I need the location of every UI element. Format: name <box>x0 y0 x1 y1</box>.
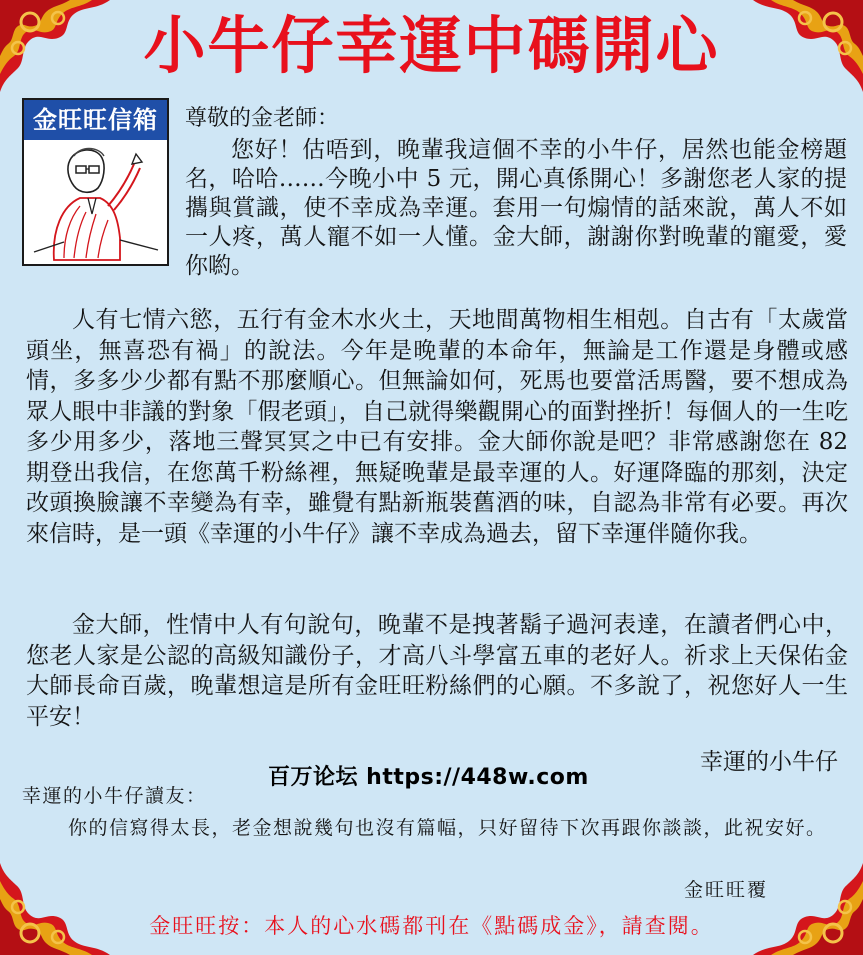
column-name: 金旺旺信箱 <box>24 100 167 140</box>
reply-signoff: 金旺旺覆 <box>684 879 769 901</box>
corner-ornament-bottom-right-icon <box>753 863 863 955</box>
letter-salutation: 尊敬的金老師： <box>185 106 340 131</box>
reply-salutation: 幸運的小牛仔讀友： <box>22 785 207 807</box>
page-title: 小牛仔幸運中碼開心 <box>143 9 720 82</box>
footer-note: 金旺旺按：本人的心水碼都刊在《點碼成金》，請查閱。 <box>149 914 714 938</box>
letter-paragraph-2: 人有七情六慾，五行有金木水火土，天地間萬物相生相剋。自古有「太歲當頭坐，無喜恐有禍」的說法。今年是晚輩的本命年，無論是工作還是身體或感情，多多少少都有點不那麼順心。但無論如何，死馬也要當活馬醫，要不想成為眾人眼中非議的對象「假老頭」，自己就得樂觀開心的面對挫折！每個人的一生吃多少用多少，落地三聲冥冥之中已有安排。金大師你說是吧？非常感謝您在 82 期登出我信，在您萬千粉絲裡，無疑晚輩是最幸運的人。好運降臨的那刻，決定改頭換臉讓不幸變為有幸，雖覺有點新瓶裝舊酒的味，自認為非常有必要。再次來信時，是一頭《幸運的小牛仔》讓不幸成為過去，留下幸運伴隨你我。 <box>26 307 848 547</box>
letter-signoff: 幸運的小牛仔 <box>700 749 838 775</box>
corner-ornament-bottom-left-icon <box>0 863 110 955</box>
column-badge <box>22 98 169 266</box>
reply-body: 你的信寫得太長，老金想說幾句也沒有篇幅，只好留待下次再跟你談談，此祝安好。 <box>68 817 827 839</box>
letter-paragraph-3: 金大師，性情中人有句說句，晚輩不是拽著鬍子過河表達，在讀者們心中，您老人家是公認的高級知識份子，才高八斗學富五車的老好人。祈求上天保佑金大師長命百歲，晚輩想這是所有金旺旺粉絲們的心願。不多說了，祝您好人一生平安！ <box>26 612 848 730</box>
watermark-link[interactable]: 百万论坛 https://448w.com <box>268 765 589 790</box>
letter-paragraph-1: 您好！估唔到，晚輩我這個不幸的小牛仔，居然也能金榜題名，哈哈……今晚小中 5 元，開心真係開心！多謝您老人家的提攜與賞識，使不幸成為幸運。套用一句煽情的話來說，萬人不如一人疼，萬人寵不如一人懂。金大師，謝謝你對晚輩的寵愛，愛你喲。 <box>185 137 847 279</box>
professor-portrait-icon <box>24 140 167 264</box>
